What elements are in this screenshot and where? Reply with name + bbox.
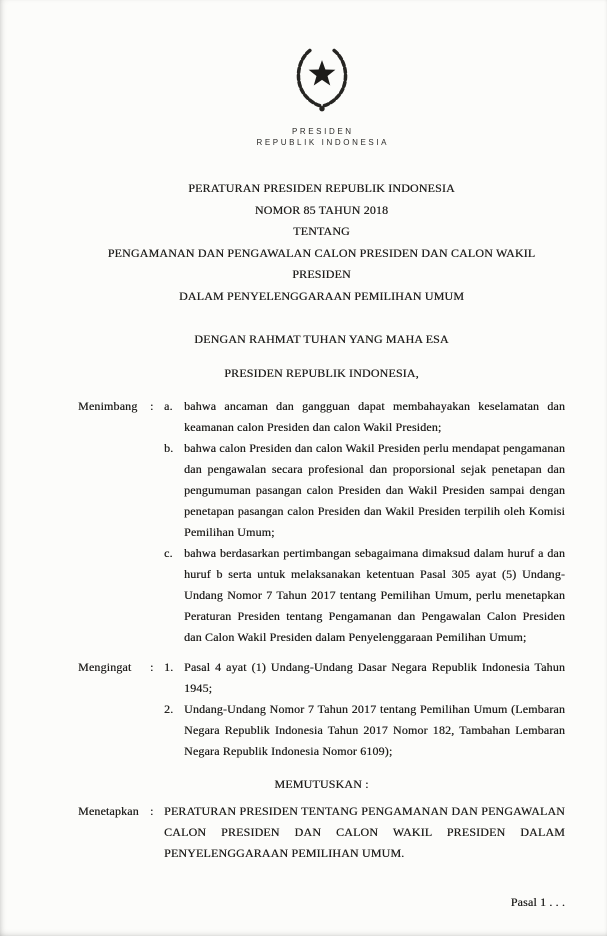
title-line-subject-1: PENGAMANAN DAN PENGAWALAN CALON PRESIDEN DAN CALON WAKIL PRESIDEN bbox=[107, 245, 536, 281]
document-title bbox=[78, 178, 565, 307]
menimbang-item-c bbox=[78, 543, 565, 648]
item-marker: b. bbox=[164, 441, 174, 455]
mengingat-item-2 bbox=[78, 699, 565, 762]
mengingat-label: Mengingat bbox=[78, 660, 132, 674]
item-text: bahwa berdasarkan pertimbangan sebagaimana dimaksud dalam huruf a dan huruf b serta untuk melaksanakan ketentuan Pasal 305 ayat (5) Undang-Undang Nomor 7 Tahun 2017 tentang Pemilihan Umum, perlu menetapkan Peraturan Presiden tentang Pengamanan dan Pengawalan Calon Presiden dan Calon Wakil Presiden dalam Penyelenggaraan Pemilihan Umum; bbox=[184, 546, 565, 644]
invocation-line: DENGAN RAHMAT TUHAN YANG MAHA ESA bbox=[194, 332, 449, 346]
menetapkan-text: PERATURAN PRESIDEN TENTANG PENGAMANAN DAN PENGAWALAN CALON PRESIDEN DAN CALON WAKIL PRESIDEN DALAM PENYELENGGARAAN PEMILIHAN UMUM. bbox=[164, 803, 565, 860]
menimbang-item-a bbox=[78, 396, 565, 438]
item-marker: 2. bbox=[164, 702, 174, 716]
letterhead-line-presiden: PRESIDEN bbox=[291, 127, 354, 136]
menimbang-label: Menimbang bbox=[78, 399, 138, 413]
mengingat-item-1 bbox=[78, 657, 565, 699]
menetapkan-label: Menetapkan bbox=[78, 803, 139, 818]
item-text: Pasal 4 ayat (1) Undang-Undang Dasar Negara Republik Indonesia Tahun 1945; bbox=[184, 660, 565, 695]
title-line-subject-2: DALAM PENYELENGGARAAN PEMILIHAN UMUM bbox=[178, 288, 465, 303]
item-marker: c. bbox=[164, 546, 173, 560]
item-marker: a. bbox=[164, 399, 173, 413]
item-text: bahwa calon Presiden dan calon Wakil Presiden perlu mendapat pengamanan dan pengawalan secara profesional dan proporsional sejak penetapan dan pengumuman pasangan calon Presiden dan Wakil Presiden sampai dengan penetapan pasangan calon Presiden dan Wakil Presiden terpilih oleh Komisi Pemilihan Umum; bbox=[184, 441, 566, 539]
authority-line: PRESIDEN REPUBLIK INDONESIA, bbox=[224, 365, 419, 380]
item-marker: 1. bbox=[164, 660, 174, 674]
presidential-seal-icon bbox=[290, 40, 354, 116]
menetapkan-section bbox=[78, 801, 565, 864]
menetapkan-row bbox=[78, 801, 565, 864]
letterhead-line-republik-indonesia: REPUBLIK INDONESIA bbox=[256, 138, 390, 147]
title-line-number: NOMOR 85 TAHUN 2018 bbox=[254, 202, 389, 217]
colon: : bbox=[150, 399, 154, 413]
menimbang-item-b bbox=[78, 438, 565, 543]
mengingat-section bbox=[78, 657, 565, 762]
title-line-tentang: TENTANG bbox=[293, 224, 350, 238]
menimbang-section bbox=[78, 396, 565, 648]
item-text: bahwa ancaman dan gangguan dapat membahayakan keselamatan dan keamanan calon Presiden dan calon Wakil Presiden; bbox=[184, 399, 565, 434]
colon: : bbox=[150, 803, 154, 818]
colon: : bbox=[150, 660, 154, 674]
page-continuation-marker: Pasal 1 . . . bbox=[510, 895, 565, 909]
item-text: Undang-Undang Nomor 7 Tahun 2017 tentang Pemilihan Umum (Lembaran Negara Republik Indonesia Tahun 2017 Nomor 182, Tambahan Lembaran Negara Republik Indonesia Nomor 6109); bbox=[184, 702, 565, 758]
letterhead bbox=[78, 40, 565, 148]
title-line-1: PERATURAN PRESIDEN REPUBLIK INDONESIA bbox=[188, 181, 455, 195]
memutuskan-heading: MEMUTUSKAN : bbox=[274, 777, 369, 791]
